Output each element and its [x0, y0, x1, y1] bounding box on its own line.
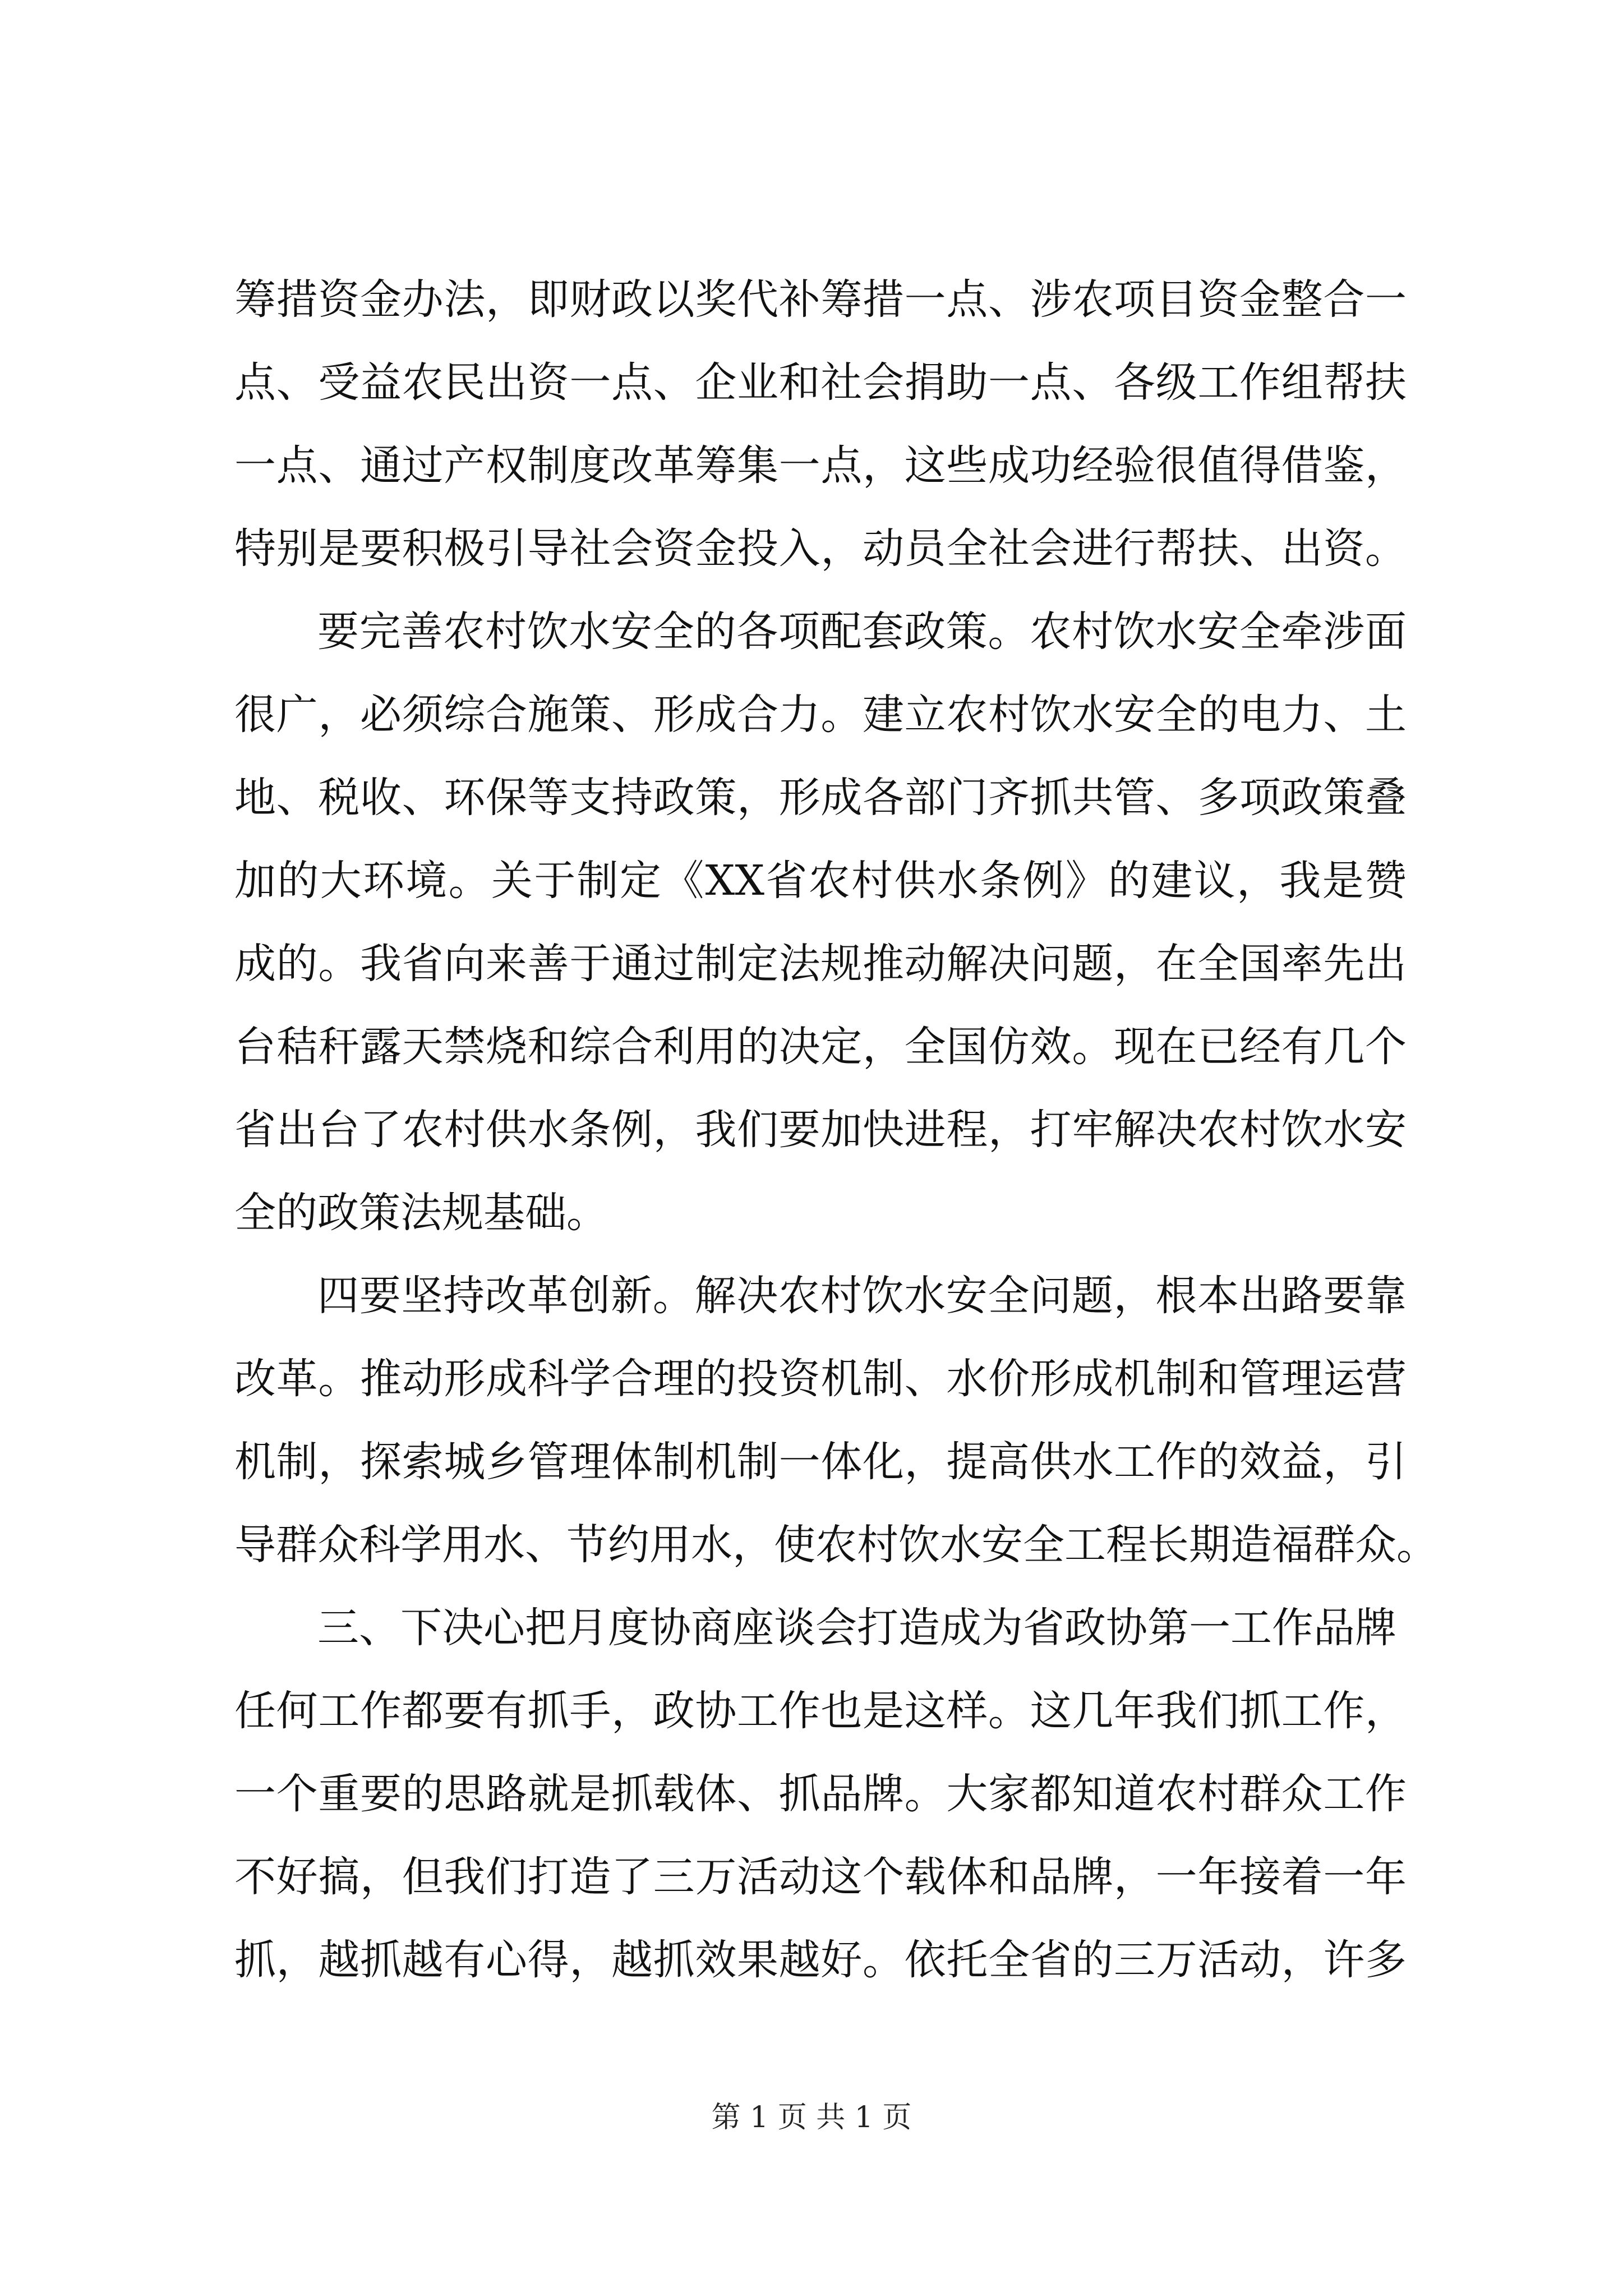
text-line: 很广，必须综合施策、形成合力。建立农村饮水安全的电力、土 — [234, 691, 1407, 739]
text-line: 点、受益农民出资一点、企业和社会捐助一点、各级工作组帮扶 — [234, 358, 1407, 407]
text-line: 抓，越抓越有心得，越抓效果越好。依托全省的三万活动，许多 — [234, 1936, 1407, 1984]
text-line: 加的大环境。关于制定《XX省农村供水条例》的建议，我是赞 — [234, 857, 1407, 905]
text-line: 筹措资金办法，即财政以奖代补筹措一点、涉农项目资金整合一 — [234, 275, 1407, 324]
text-line: 导群众科学用水、节约用水，使农村饮水安全工程长期造福群众。 — [234, 1521, 1438, 1569]
text-line: 一个重要的思路就是抓载体、抓品牌。大家都知道农村群众工作 — [234, 1770, 1407, 1818]
page-footer: 第 1 页 共 1 页 — [711, 2101, 912, 2134]
text-line: 一点、通过产权制度改革筹集一点，这些成功经验很值得借鉴， — [234, 441, 1407, 490]
paragraph-first-line: 四要坚持改革创新。解决农村饮水安全问题，根本出路要靠 — [317, 1272, 1407, 1320]
text-line: 省出台了农村供水条例，我们要加快进程，打牢解决农村饮水安 — [234, 1106, 1407, 1154]
text-line: 特别是要积极引导社会资金投入，动员全社会进行帮扶、出资。 — [234, 524, 1407, 573]
paragraph-first-line: 要完善农村饮水安全的各项配套政策。农村饮水安全牵涉面 — [317, 608, 1407, 656]
text-line: 台秸秆露天禁烧和综合利用的决定，全国仿效。现在已经有几个 — [234, 1023, 1407, 1071]
text-line: 机制，探索城乡管理体制机制一体化，提高供水工作的效益，引 — [234, 1438, 1407, 1486]
text-line: 任何工作都要有抓手，政协工作也是这样。这几年我们抓工作， — [234, 1687, 1407, 1735]
text-line: 地、税收、环保等支持政策，形成各部门齐抓共管、多项政策叠 — [234, 774, 1407, 822]
text-line: 改革。推动形成科学合理的投资机制、水价形成机制和管理运营 — [234, 1355, 1407, 1403]
text-line: 不好搞，但我们打造了三万活动这个载体和品牌，一年接着一年 — [234, 1853, 1407, 1901]
section-heading: 三、下决心把月度协商座谈会打造成为省政协第一工作品牌 — [317, 1604, 1396, 1652]
text-line: 成的。我省向来善于通过制定法规推动解决问题，在全国率先出 — [234, 940, 1407, 988]
paragraph-last-line: 全的政策法规基础。 — [234, 1189, 608, 1237]
body-text — [234, 258, 1438, 2001]
